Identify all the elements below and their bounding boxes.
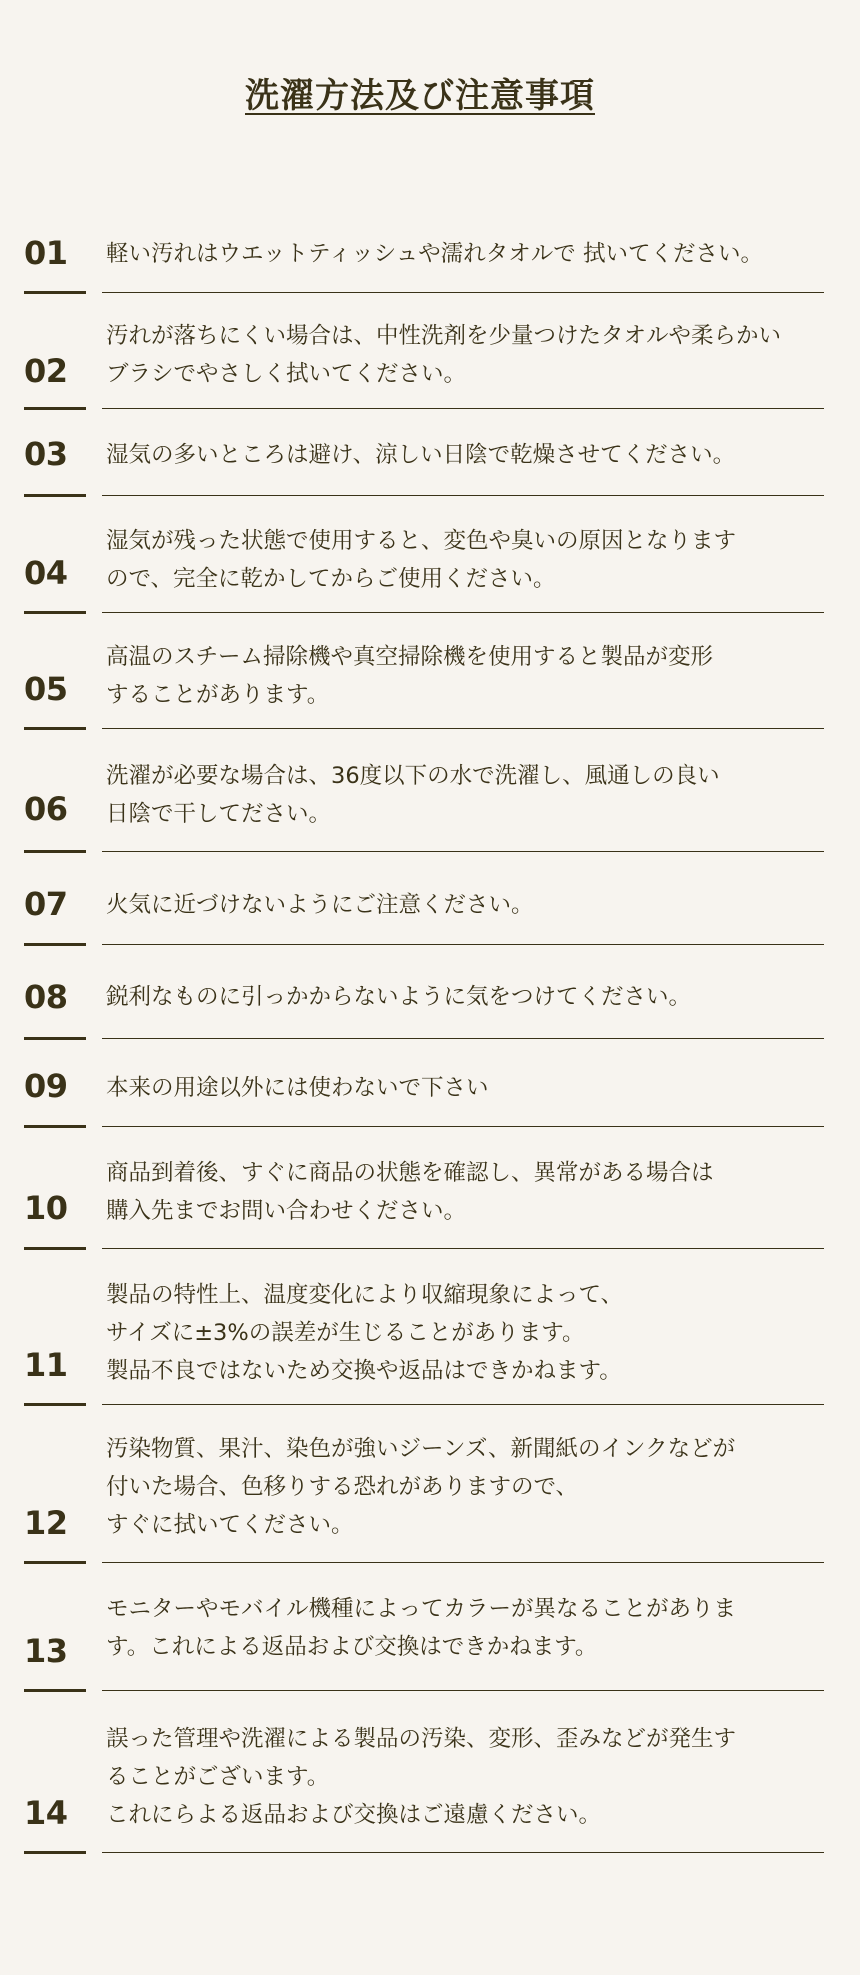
number-rule bbox=[24, 494, 86, 497]
number-rule bbox=[24, 727, 86, 730]
item-number: 05 bbox=[24, 670, 68, 708]
number-rule bbox=[24, 291, 86, 294]
item-text bbox=[106, 1590, 846, 1666]
item-text-line: 軽い汚れはウエットティッシュや濡れタオルで 拭いてください。 bbox=[106, 241, 763, 267]
number-rule bbox=[24, 611, 86, 614]
item-text-line: モニターやモバイル機種によってカラーが異なることがありま bbox=[106, 1596, 737, 1622]
item-text-line: サイズに±3%の誤差が生じることがあります。 bbox=[106, 1320, 585, 1346]
item-text bbox=[106, 978, 846, 1016]
number-rule bbox=[24, 1561, 86, 1564]
number-rule bbox=[24, 1851, 86, 1854]
number-rule bbox=[24, 1403, 86, 1406]
item-text-line: すぐに拭いてください。 bbox=[106, 1512, 354, 1538]
item-number: 10 bbox=[24, 1189, 68, 1227]
number-rule bbox=[24, 850, 86, 853]
item-number: 12 bbox=[24, 1504, 68, 1542]
item-text-line: 湿気の多いところは避け、涼しい日陰で乾燥させてください。 bbox=[106, 442, 736, 468]
item-number: 08 bbox=[24, 978, 68, 1016]
text-rule bbox=[102, 1562, 824, 1563]
item-text bbox=[106, 638, 846, 714]
item-number: 11 bbox=[24, 1346, 68, 1384]
item-text-line: 火気に近づけないようにご注意ください。 bbox=[106, 892, 534, 918]
item-text bbox=[106, 1720, 846, 1834]
item-text-line: 汚れが落ちにくい場合は、中性洗剤を少量つけたタオルや柔らかい bbox=[106, 323, 782, 349]
item-number: 14 bbox=[24, 1794, 68, 1832]
item-text-line: ので、完全に乾かしてからご使用ください。 bbox=[106, 566, 556, 592]
item-text-line: 高温のスチーム掃除機や真空掃除機を使用すると製品が変形 bbox=[106, 644, 714, 670]
item-text-line: す。これによる返品および交換はできかねます。 bbox=[106, 1634, 598, 1660]
item-text bbox=[106, 1154, 846, 1230]
item-text-line: ることがございます。 bbox=[106, 1764, 330, 1790]
item-number: 09 bbox=[24, 1067, 68, 1105]
item-text bbox=[106, 235, 846, 273]
item-number: 02 bbox=[24, 352, 68, 390]
text-rule bbox=[102, 1038, 824, 1039]
text-rule bbox=[102, 1248, 824, 1249]
item-text-line: することがあります。 bbox=[106, 682, 330, 708]
text-rule bbox=[102, 1690, 824, 1691]
item-text-line: ブラシでやさしく拭いてください。 bbox=[106, 361, 467, 387]
item-text-line: 洗濯が必要な場合は、36度以下の水で洗濯し、風通しの良い bbox=[106, 763, 720, 789]
item-text bbox=[106, 1069, 846, 1107]
item-text bbox=[106, 317, 846, 393]
number-rule bbox=[24, 1037, 86, 1040]
item-number: 04 bbox=[24, 554, 68, 592]
item-number: 03 bbox=[24, 435, 68, 473]
item-text bbox=[106, 757, 846, 833]
text-rule bbox=[102, 292, 824, 293]
text-rule bbox=[102, 944, 824, 945]
text-rule bbox=[102, 408, 824, 409]
text-rule bbox=[102, 1852, 824, 1853]
item-number: 07 bbox=[24, 885, 68, 923]
number-rule bbox=[24, 943, 86, 946]
text-rule bbox=[102, 1404, 824, 1405]
item-text-line: 誤った管理や洗濯による製品の汚染、変形、歪みなどが発生す bbox=[106, 1726, 737, 1752]
item-text-line: 汚染物質、果汁、染色が強いジーンズ、新聞紙のインクなどが bbox=[106, 1436, 736, 1462]
item-text-line: 鋭利なものに引っかからないように気をつけてください。 bbox=[106, 984, 692, 1010]
item-text-line: 本来の用途以外には使わないで下さい bbox=[106, 1075, 489, 1101]
item-text bbox=[106, 1276, 846, 1390]
item-text bbox=[106, 522, 846, 598]
text-rule bbox=[102, 851, 824, 852]
item-text-line: 購入先までお問い合わせください。 bbox=[106, 1198, 467, 1224]
text-rule bbox=[102, 612, 824, 613]
text-rule bbox=[102, 728, 824, 729]
item-text-line: 製品の特性上、温度変化により収縮現象によって、 bbox=[106, 1282, 624, 1308]
item-text bbox=[106, 886, 846, 924]
item-number: 13 bbox=[24, 1632, 68, 1670]
item-text bbox=[106, 436, 846, 474]
page-title: 洗濯方法及び注意事項 bbox=[245, 76, 595, 116]
number-rule bbox=[24, 407, 86, 410]
item-number: 06 bbox=[24, 790, 68, 828]
item-text-line: 商品到着後、すぐに商品の状態を確認し、異常がある場合は bbox=[106, 1160, 714, 1186]
item-text-line: 付いた場合、色移りする恐れがありますので、 bbox=[106, 1474, 579, 1500]
item-text-line: 湿気が残った状態で使用すると、変色や臭いの原因となります bbox=[106, 528, 737, 554]
item-text bbox=[106, 1430, 846, 1544]
number-rule bbox=[24, 1247, 86, 1250]
item-text-line: これにらよる返品および交換はご遠慮ください。 bbox=[106, 1802, 602, 1828]
item-number: 01 bbox=[24, 234, 68, 272]
item-text-line: 日陰で干してださい。 bbox=[106, 801, 332, 827]
number-rule bbox=[24, 1689, 86, 1692]
number-rule bbox=[24, 1125, 86, 1128]
text-rule bbox=[102, 495, 824, 496]
item-text-line: 製品不良ではないため交換や返品はできかねます。 bbox=[106, 1358, 622, 1384]
text-rule bbox=[102, 1126, 824, 1127]
